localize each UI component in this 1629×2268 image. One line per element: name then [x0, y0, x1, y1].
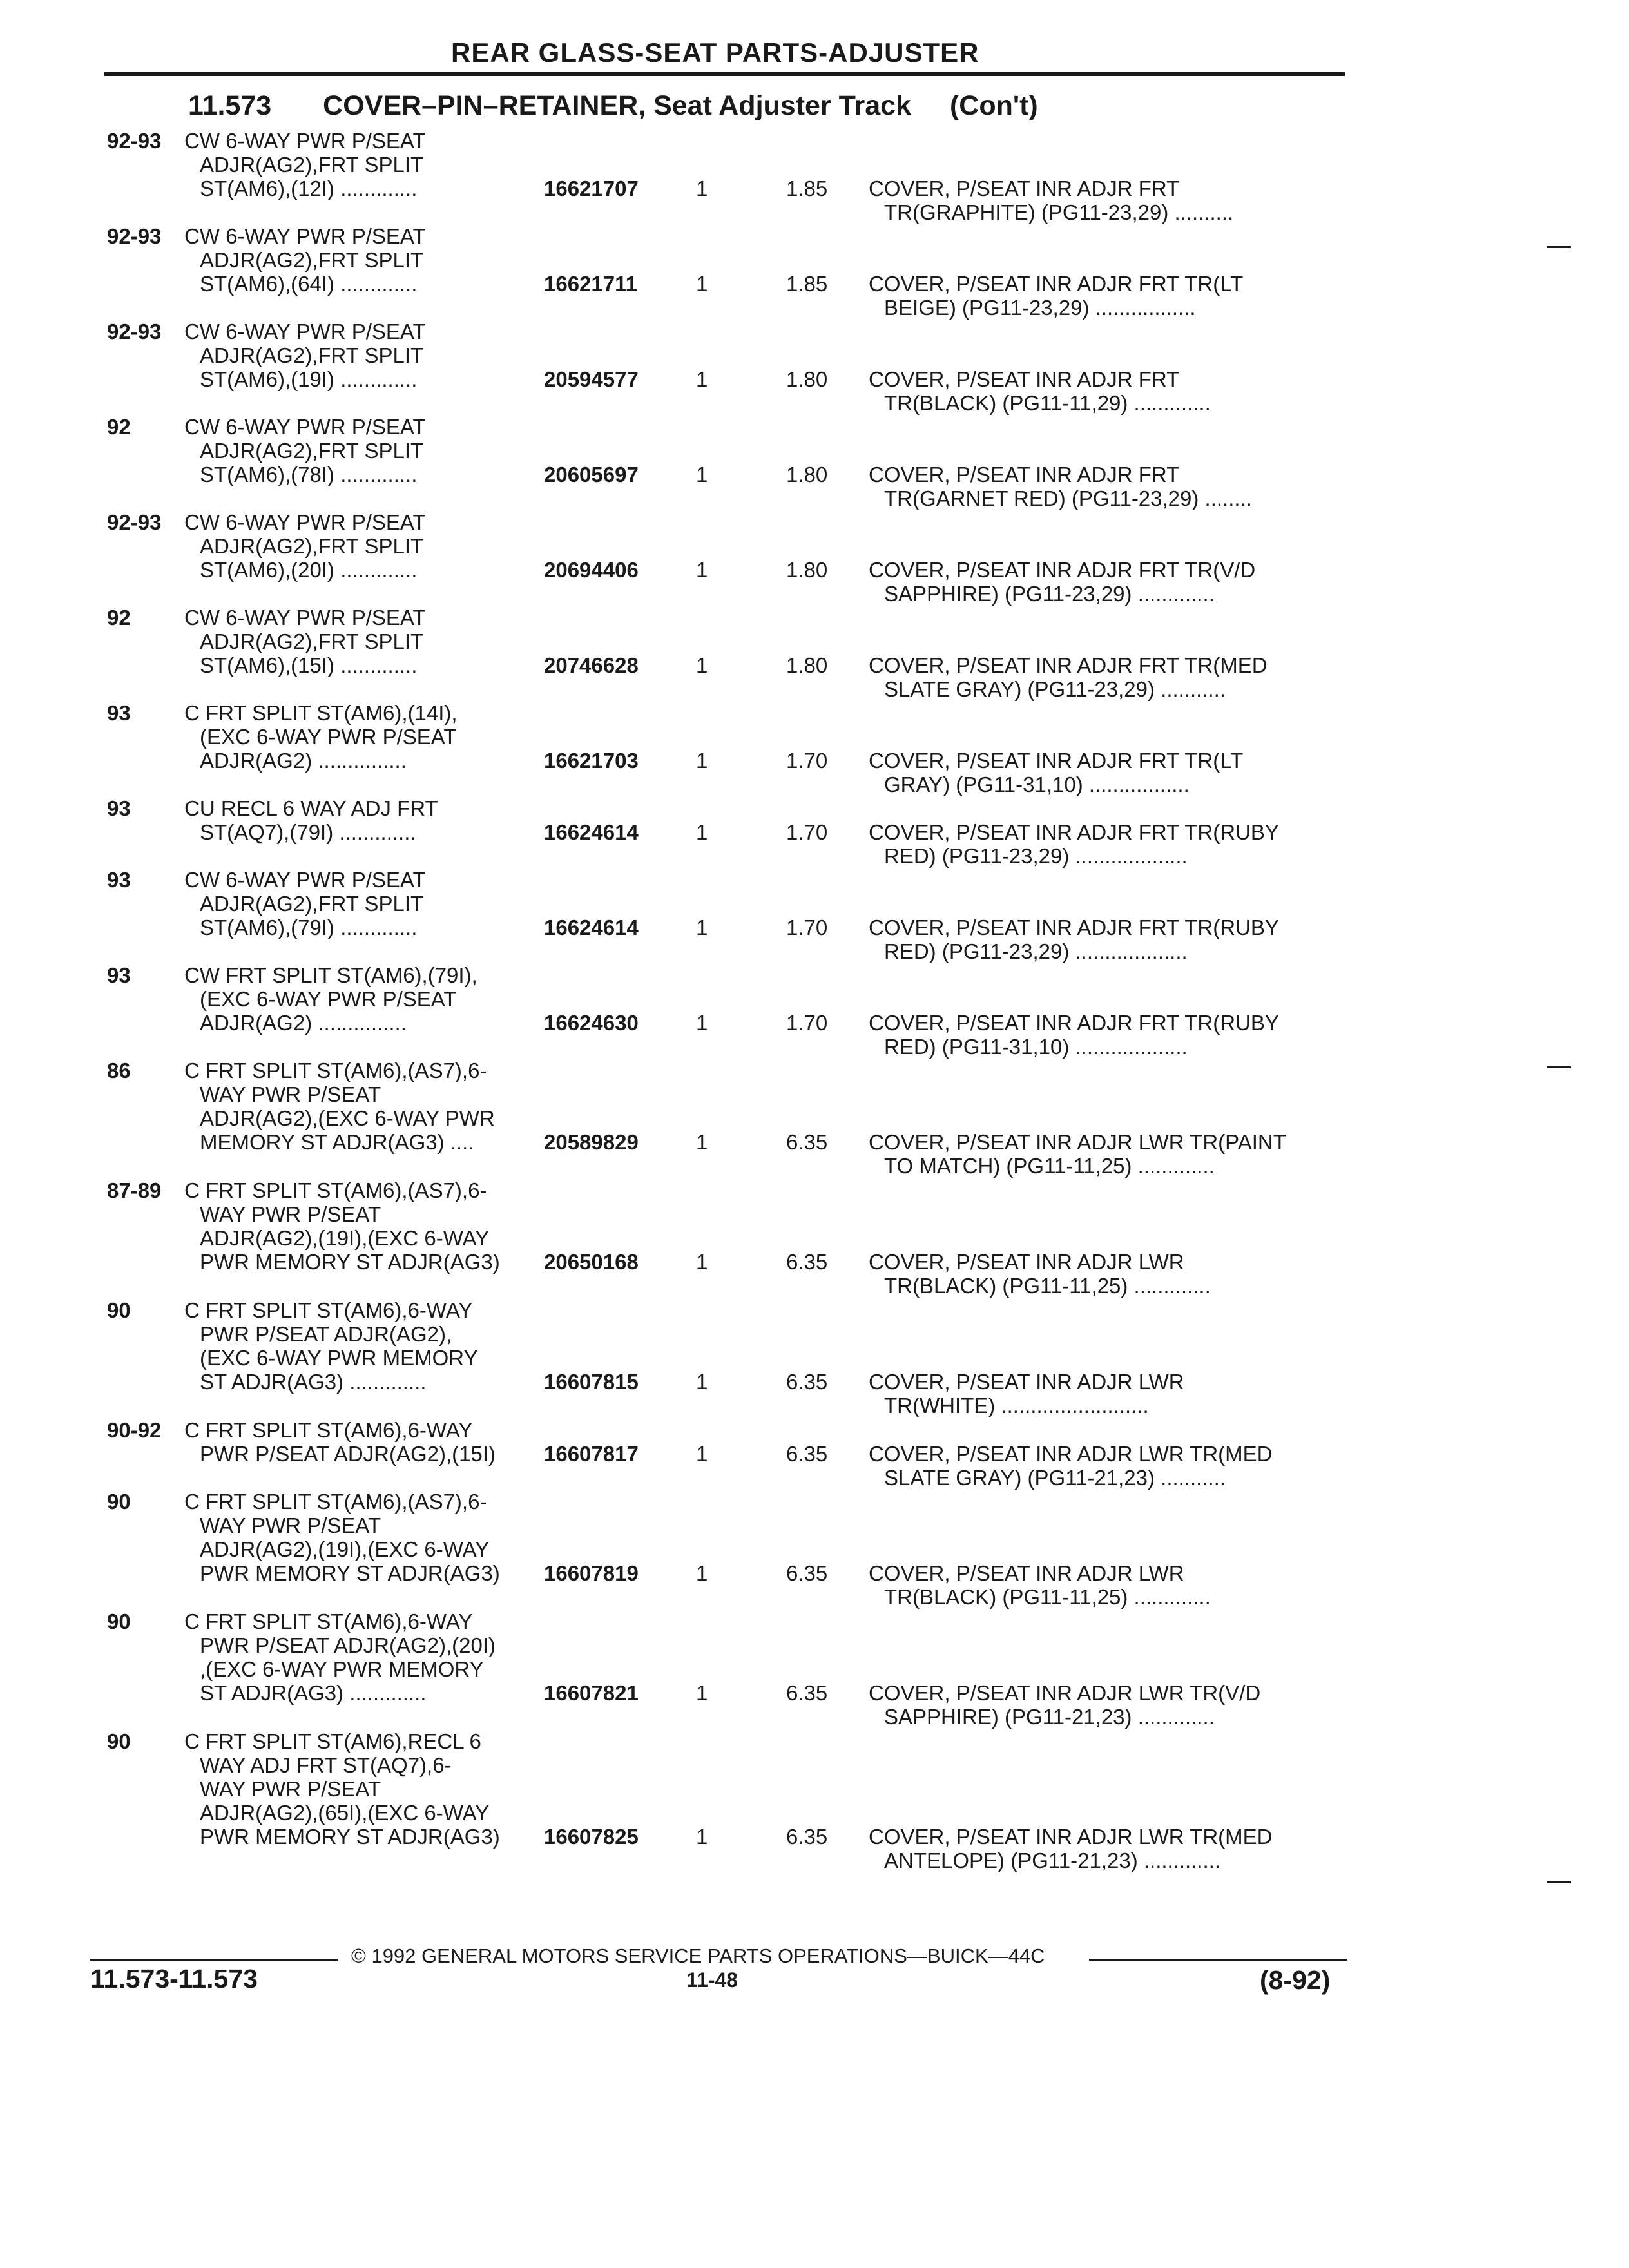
- part-description: [869, 1370, 1184, 1418]
- description-line: ST(AM6),(19I) .............: [200, 367, 418, 391]
- footer-rule-left: [90, 1959, 338, 1961]
- description-line: ST(AM6),(78I) .............: [200, 463, 418, 486]
- description-line: C FRT SPLIT ST(AM6),(AS7),6-: [184, 1490, 487, 1514]
- description-line: ST(AM6),(79I) .............: [200, 916, 418, 939]
- entry-description: [184, 796, 438, 844]
- price: 6.35: [786, 1250, 828, 1274]
- description-line: PWR P/SEAT ADJR(AG2),: [200, 1322, 452, 1346]
- section-continued: (Con't): [949, 90, 1038, 121]
- footer-date: (8-92): [1260, 1965, 1331, 1995]
- description-line: C FRT SPLIT ST(AM6),(AS7),6-: [184, 1178, 487, 1202]
- part-description: [869, 1561, 1211, 1609]
- part-number: 20589829: [544, 1130, 639, 1154]
- model-year: 93: [107, 963, 131, 987]
- part-number: 16624630: [544, 1011, 639, 1035]
- description-line: WAY PWR P/SEAT: [200, 1514, 381, 1537]
- description-line: CW 6-WAY PWR P/SEAT: [184, 320, 426, 343]
- section-title: COVER–PIN–RETAINER, Seat Adjuster Track: [323, 90, 911, 121]
- footer-page-number: 11-48: [686, 1968, 738, 1992]
- footer-rule-right: [1089, 1959, 1347, 1961]
- description-line: ST(AM6),(12I) .............: [200, 177, 418, 200]
- entry-description: [184, 1610, 496, 1705]
- price: 6.35: [786, 1825, 828, 1849]
- description-line: ADJR(AG2),(EXC 6-WAY PWR: [200, 1106, 495, 1130]
- part-description: [869, 272, 1243, 320]
- part-description-line: SAPPHIRE) (PG11-21,23) .............: [884, 1705, 1215, 1729]
- quantity: 1: [696, 558, 708, 582]
- description-line: ADJR(AG2) ...............: [200, 1011, 407, 1035]
- part-description-line: SAPPHIRE) (PG11-23,29) .............: [884, 582, 1215, 606]
- part-number: 20594577: [544, 367, 639, 391]
- part-description-line: COVER, P/SEAT INR ADJR FRT TR(LT: [869, 749, 1244, 773]
- part-description: [869, 1825, 1272, 1872]
- quantity: 1: [696, 1442, 708, 1466]
- part-number: 20650168: [544, 1250, 639, 1274]
- part-description: [869, 916, 1279, 963]
- description-line: WAY PWR P/SEAT: [200, 1202, 381, 1226]
- part-description-line: COVER, P/SEAT INR ADJR FRT TR(LT: [869, 272, 1244, 296]
- price: 6.35: [786, 1130, 828, 1154]
- entry-description: [184, 320, 426, 391]
- part-description-line: COVER, P/SEAT INR ADJR FRT TR(V/D: [869, 558, 1256, 582]
- model-year: 92-93: [107, 224, 162, 248]
- part-number: 20694406: [544, 558, 639, 582]
- part-description-line: SLATE GRAY) (PG11-21,23) ...........: [884, 1466, 1226, 1490]
- part-description: [869, 1681, 1260, 1729]
- quantity: 1: [696, 1011, 708, 1035]
- quantity: 1: [696, 1825, 708, 1849]
- entry-description: [184, 1418, 496, 1466]
- entry-description: [184, 415, 426, 486]
- price: 1.80: [786, 558, 828, 582]
- part-number: 16607815: [544, 1370, 639, 1394]
- model-year: 90: [107, 1729, 131, 1753]
- part-description-line: TR(BLACK) (PG11-11,25) .............: [884, 1274, 1211, 1298]
- part-number: 20605697: [544, 463, 639, 486]
- part-description-line: TO MATCH) (PG11-11,25) .............: [884, 1154, 1215, 1178]
- part-description: [869, 1442, 1272, 1490]
- entry-description: [184, 1298, 477, 1394]
- price: 6.35: [786, 1442, 828, 1466]
- quantity: 1: [696, 1250, 708, 1274]
- model-year: 93: [107, 796, 131, 820]
- part-description: [869, 1011, 1279, 1059]
- page-header-title: REAR GLASS-SEAT PARTS-ADJUSTER: [451, 37, 979, 68]
- description-line: ADJR(AG2),FRT SPLIT: [200, 248, 424, 272]
- entry-description: [184, 224, 426, 296]
- description-line: ADJR(AG2) ...............: [200, 749, 407, 773]
- part-number: 16621707: [544, 177, 639, 200]
- quantity: 1: [696, 1681, 708, 1705]
- part-description-line: SLATE GRAY) (PG11-23,29) ...........: [884, 677, 1226, 701]
- part-description-line: TR(GARNET RED) (PG11-23,29) ........: [884, 486, 1252, 510]
- description-line: ST ADJR(AG3) .............: [200, 1370, 427, 1394]
- price: 1.70: [786, 1011, 828, 1035]
- description-line: CW 6-WAY PWR P/SEAT: [184, 129, 426, 153]
- price: 6.35: [786, 1370, 828, 1394]
- entry-description: [184, 1729, 500, 1849]
- part-description-line: RED) (PG11-23,29) ...................: [884, 844, 1188, 868]
- part-description-line: COVER, P/SEAT INR ADJR FRT TR(RUBY: [869, 916, 1279, 939]
- part-description: [869, 653, 1268, 701]
- description-line: PWR MEMORY ST ADJR(AG3): [200, 1561, 500, 1585]
- entry-description: [184, 510, 426, 582]
- model-year: 90: [107, 1610, 131, 1633]
- description-line: ADJR(AG2),(65I),(EXC 6-WAY: [200, 1801, 490, 1825]
- description-line: WAY PWR P/SEAT: [200, 1082, 381, 1106]
- entry-description: [184, 868, 426, 939]
- quantity: 1: [696, 1370, 708, 1394]
- part-description-line: COVER, P/SEAT INR ADJR LWR TR(V/D: [869, 1681, 1261, 1705]
- description-line: ST(AM6),(15I) .............: [200, 653, 418, 677]
- description-line: WAY PWR P/SEAT: [200, 1777, 381, 1801]
- description-line: C FRT SPLIT ST(AM6),6-WAY: [184, 1610, 473, 1633]
- margin-mark: [1547, 1066, 1571, 1068]
- model-year: 92: [107, 415, 131, 439]
- margin-mark: [1547, 1881, 1571, 1883]
- description-line: PWR P/SEAT ADJR(AG2),(15I): [200, 1442, 496, 1466]
- part-description-line: COVER, P/SEAT INR ADJR FRT: [869, 367, 1180, 391]
- part-description: [869, 177, 1233, 224]
- model-year: 93: [107, 701, 131, 725]
- part-description-line: TR(GRAPHITE) (PG11-23,29) ..........: [884, 200, 1234, 224]
- price: 6.35: [786, 1561, 828, 1585]
- part-description-line: GRAY) (PG11-31,10) .................: [884, 773, 1190, 796]
- margin-mark: [1547, 246, 1571, 248]
- part-number: 16607821: [544, 1681, 639, 1705]
- description-line: ST(AM6),(20I) .............: [200, 558, 418, 582]
- model-year: 90: [107, 1298, 131, 1322]
- part-description-line: COVER, P/SEAT INR ADJR FRT TR(RUBY: [869, 1011, 1279, 1035]
- description-line: CW 6-WAY PWR P/SEAT: [184, 415, 426, 439]
- part-description: [869, 558, 1255, 606]
- description-line: PWR MEMORY ST ADJR(AG3): [200, 1250, 500, 1274]
- section-heading: [188, 90, 1090, 122]
- description-line: ADJR(AG2),FRT SPLIT: [200, 629, 424, 653]
- part-description-line: RED) (PG11-23,29) ...................: [884, 939, 1188, 963]
- quantity: 1: [696, 177, 708, 200]
- price: 1.70: [786, 916, 828, 939]
- description-line: ADJR(AG2),FRT SPLIT: [200, 534, 424, 558]
- price: 1.70: [786, 749, 828, 773]
- part-description-line: COVER, P/SEAT INR ADJR LWR: [869, 1561, 1184, 1585]
- quantity: 1: [696, 463, 708, 486]
- description-line: MEMORY ST ADJR(AG3) ....: [200, 1130, 474, 1154]
- description-line: WAY ADJ FRT ST(AQ7),6-: [200, 1753, 452, 1777]
- quantity: 1: [696, 1130, 708, 1154]
- price: 1.80: [786, 367, 828, 391]
- model-year: 86: [107, 1059, 131, 1082]
- description-line: C FRT SPLIT ST(AM6),6-WAY: [184, 1418, 473, 1442]
- quantity: 1: [696, 272, 708, 296]
- entry-description: [184, 1490, 500, 1585]
- description-line: CW 6-WAY PWR P/SEAT: [184, 224, 426, 248]
- quantity: 1: [696, 820, 708, 844]
- description-line: CW 6-WAY PWR P/SEAT: [184, 510, 426, 534]
- model-year: 90-92: [107, 1418, 162, 1442]
- description-line: C FRT SPLIT ST(AM6),(AS7),6-: [184, 1059, 487, 1082]
- description-line: ADJR(AG2),FRT SPLIT: [200, 892, 424, 916]
- model-year: 92-93: [107, 510, 162, 534]
- description-line: ADJR(AG2),(19I),(EXC 6-WAY: [200, 1226, 490, 1250]
- part-description-line: COVER, P/SEAT INR ADJR FRT TR(MED: [869, 653, 1268, 677]
- part-description-line: COVER, P/SEAT INR ADJR FRT TR(RUBY: [869, 820, 1279, 844]
- description-line: ST(AQ7),(79I) .............: [200, 820, 416, 844]
- price: 1.80: [786, 653, 828, 677]
- footer-section-range: 11.573-11.573: [90, 1964, 258, 1994]
- description-line: CW FRT SPLIT ST(AM6),(79I),: [184, 963, 477, 987]
- footer-copyright: © 1992 GENERAL MOTORS SERVICE PARTS OPERATIONS—BUICK—44C: [351, 1945, 1045, 1967]
- description-line: PWR MEMORY ST ADJR(AG3): [200, 1825, 500, 1849]
- part-description-line: COVER, P/SEAT INR ADJR LWR TR(MED: [869, 1825, 1273, 1849]
- part-description-line: COVER, P/SEAT INR ADJR FRT: [869, 177, 1180, 200]
- part-number: 16621711: [544, 272, 638, 296]
- description-line: PWR P/SEAT ADJR(AG2),(20I): [200, 1633, 496, 1657]
- entry-description: [184, 606, 426, 677]
- quantity: 1: [696, 1561, 708, 1585]
- price: 6.35: [786, 1681, 828, 1705]
- part-description: [869, 749, 1243, 796]
- description-line: (EXC 6-WAY PWR P/SEAT: [200, 725, 457, 749]
- part-description: [869, 1250, 1211, 1298]
- entry-description: [184, 1178, 500, 1274]
- part-description-line: BEIGE) (PG11-23,29) .................: [884, 296, 1196, 320]
- description-line: CU RECL 6 WAY ADJ FRT: [184, 796, 438, 820]
- description-line: (EXC 6-WAY PWR MEMORY: [200, 1346, 478, 1370]
- part-description: [869, 820, 1279, 868]
- quantity: 1: [696, 749, 708, 773]
- part-description-line: TR(BLACK) (PG11-11,25) .............: [884, 1585, 1211, 1609]
- part-number: 16624614: [544, 916, 639, 939]
- part-description: [869, 1130, 1286, 1178]
- description-line: CW 6-WAY PWR P/SEAT: [184, 868, 426, 892]
- part-number: 16624614: [544, 820, 639, 844]
- part-description-line: RED) (PG11-31,10) ...................: [884, 1035, 1188, 1059]
- header-rule: [104, 72, 1345, 76]
- model-year: 90: [107, 1490, 131, 1514]
- model-year: 93: [107, 868, 131, 892]
- part-description-line: COVER, P/SEAT INR ADJR LWR TR(PAINT: [869, 1130, 1286, 1154]
- part-description-line: COVER, P/SEAT INR ADJR LWR TR(MED: [869, 1442, 1273, 1466]
- part-description: [869, 367, 1211, 415]
- model-year: 92-93: [107, 320, 162, 343]
- price: 1.70: [786, 820, 828, 844]
- entry-description: [184, 963, 477, 1035]
- part-number: 16621703: [544, 749, 639, 773]
- entry-description: [184, 1059, 495, 1154]
- part-number: 16607819: [544, 1561, 639, 1585]
- quantity: 1: [696, 653, 708, 677]
- entry-description: [184, 701, 458, 773]
- description-line: (EXC 6-WAY PWR P/SEAT: [200, 987, 457, 1011]
- description-line: C FRT SPLIT ST(AM6),6-WAY: [184, 1298, 473, 1322]
- description-line: C FRT SPLIT ST(AM6),(14I),: [184, 701, 458, 725]
- description-line: ST(AM6),(64I) .............: [200, 272, 418, 296]
- price: 1.85: [786, 177, 828, 200]
- model-year: 92-93: [107, 129, 162, 153]
- description-line: ST ADJR(AG3) .............: [200, 1681, 427, 1705]
- description-line: ADJR(AG2),FRT SPLIT: [200, 153, 424, 177]
- part-description-line: COVER, P/SEAT INR ADJR LWR: [869, 1250, 1184, 1274]
- part-number: 16607825: [544, 1825, 639, 1849]
- description-line: CW 6-WAY PWR P/SEAT: [184, 606, 426, 629]
- description-line: ADJR(AG2),(19I),(EXC 6-WAY: [200, 1537, 490, 1561]
- part-description: [869, 463, 1252, 510]
- description-line: C FRT SPLIT ST(AM6),RECL 6: [184, 1729, 481, 1753]
- part-description-line: COVER, P/SEAT INR ADJR FRT: [869, 463, 1180, 486]
- part-description-line: TR(BLACK) (PG11-11,29) .............: [884, 391, 1211, 415]
- description-line: ADJR(AG2),FRT SPLIT: [200, 439, 424, 463]
- description-line: ,(EXC 6-WAY PWR MEMORY: [200, 1657, 484, 1681]
- quantity: 1: [696, 916, 708, 939]
- part-description-line: TR(WHITE) .........................: [884, 1394, 1149, 1418]
- model-year: 92: [107, 606, 131, 629]
- part-description-line: COVER, P/SEAT INR ADJR LWR: [869, 1370, 1184, 1394]
- model-year: 87-89: [107, 1178, 162, 1202]
- section-number: 11.573: [188, 90, 272, 121]
- part-description-line: ANTELOPE) (PG11-21,23) .............: [884, 1849, 1221, 1872]
- description-line: ADJR(AG2),FRT SPLIT: [200, 343, 424, 367]
- entry-description: [184, 129, 426, 200]
- price: 1.80: [786, 463, 828, 486]
- part-number: 16607817: [544, 1442, 639, 1466]
- price: 1.85: [786, 272, 828, 296]
- quantity: 1: [696, 367, 708, 391]
- part-number: 20746628: [544, 653, 639, 677]
